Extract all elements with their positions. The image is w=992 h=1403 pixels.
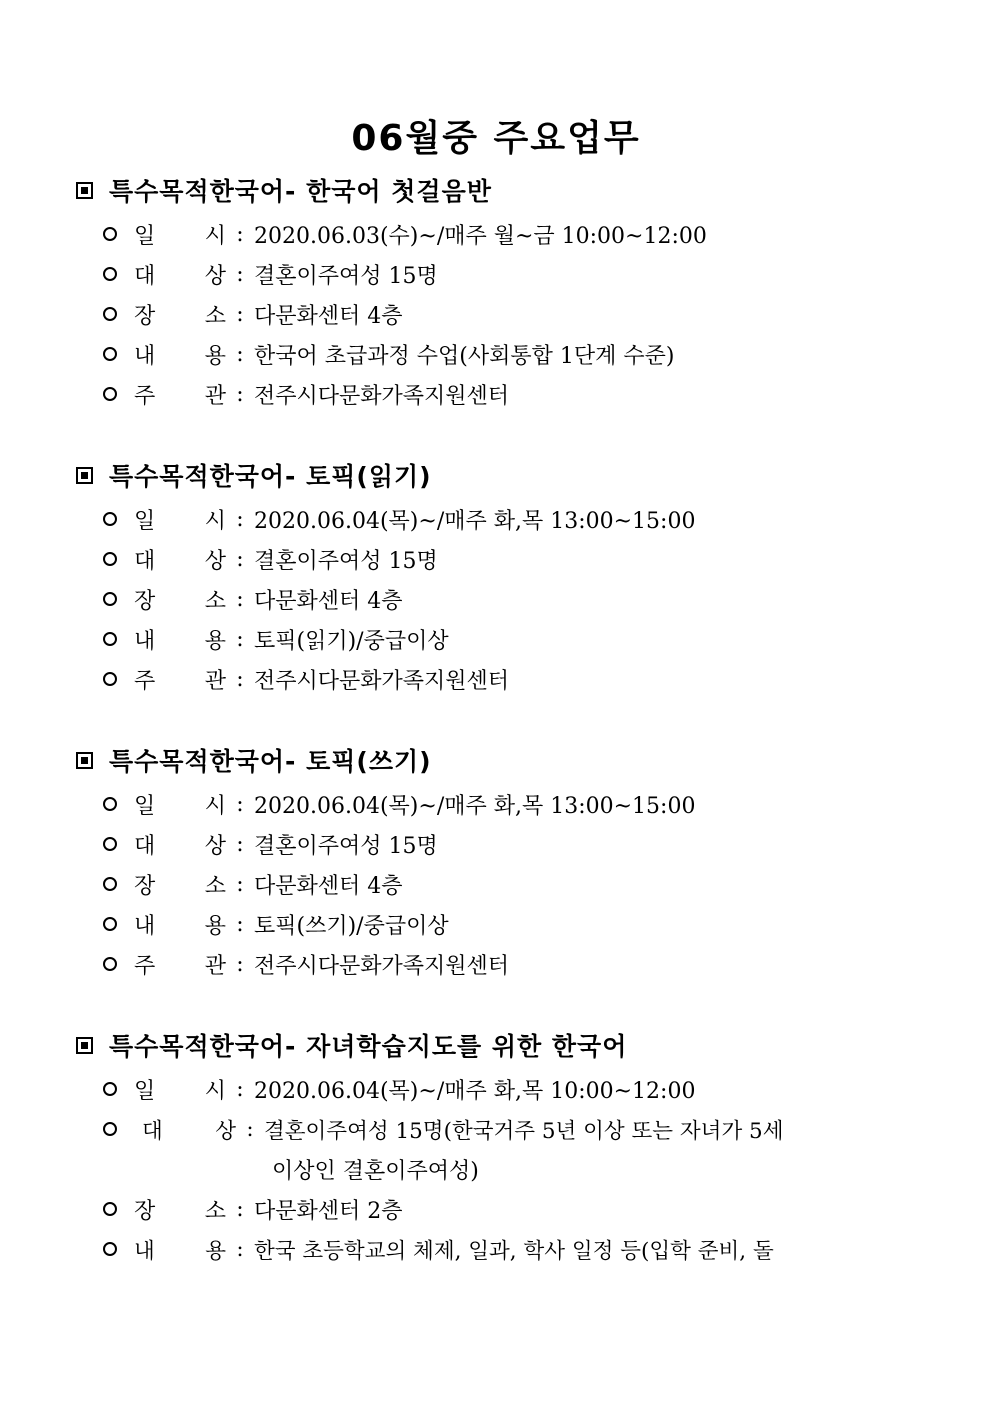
list-item: 대 상 : 결혼이주여성 15명(한국거주 5년 이상 또는 자녀가 5세	[103, 1112, 784, 1146]
section-heading-text: 특수목적한국어- 한국어 첫걸음반	[109, 177, 492, 206]
section-heading-text: 특수목적한국어- 자녀학습지도를 위한 한국어	[109, 1032, 628, 1061]
list-item: 대 상 : 결혼이주여성 15명	[103, 542, 438, 576]
circle-bullet-icon	[103, 1242, 117, 1256]
item-value: 결혼이주여성 15명	[254, 263, 438, 289]
item-value: 다문화센터 2층	[254, 1198, 403, 1224]
circle-bullet-icon	[103, 267, 117, 281]
circle-bullet-icon	[103, 672, 117, 686]
section-heading-text: 특수목적한국어- 토픽(읽기)	[109, 462, 432, 491]
item-value: 다문화센터 4층	[254, 873, 403, 899]
item-value: 전주시다문화가족지원센터	[254, 668, 510, 694]
item-value: 2020.06.04(목)~/매주 화,목 13:00~15:00	[254, 508, 696, 534]
item-value: 토픽(읽기)/중급이상	[254, 628, 449, 654]
list-item: 내 용 : 토픽(쓰기)/중급이상	[103, 907, 449, 941]
list-item: 내 용 : 한국 초등학교의 체제, 일과, 학사 일정 등(입학 준비, 돌	[103, 1232, 774, 1266]
circle-bullet-icon	[103, 307, 117, 321]
circle-bullet-icon	[103, 837, 117, 851]
filled-square-icon	[76, 1037, 93, 1054]
section-heading	[76, 740, 432, 780]
list-item: 일 시 : 2020.06.04(목)~/매주 화,목 10:00~12:00	[103, 1072, 695, 1106]
circle-bullet-icon	[103, 877, 117, 891]
circle-bullet-icon	[103, 387, 117, 401]
list-item: 장 소 : 다문화센터 4층	[103, 582, 403, 616]
list-item: 내 용 : 한국어 초급과정 수업(사회통합 1단계 수준)	[103, 337, 674, 371]
circle-bullet-icon	[103, 347, 117, 361]
list-item: 주 관 : 전주시다문화가족지원센터	[103, 947, 509, 981]
list-item: 장 소 : 다문화센터 4층	[103, 867, 403, 901]
item-value: 결혼이주여성 15명	[254, 548, 438, 574]
section-heading	[76, 170, 492, 210]
circle-bullet-icon	[103, 957, 117, 971]
circle-bullet-icon	[103, 227, 117, 241]
item-value: 결혼이주여성 15명(한국거주 5년 이상 또는 자녀가 5세	[264, 1118, 784, 1144]
circle-bullet-icon	[103, 632, 117, 646]
list-item: 대 상 : 결혼이주여성 15명	[103, 827, 438, 861]
section-heading	[76, 1025, 627, 1065]
circle-bullet-icon	[103, 552, 117, 566]
item-value: 결혼이주여성 15명	[254, 833, 438, 859]
item-value: 다문화센터 4층	[254, 588, 403, 614]
filled-square-icon	[76, 752, 93, 769]
circle-bullet-icon	[103, 592, 117, 606]
item-value: 전주시다문화가족지원센터	[254, 953, 510, 979]
item-value: 다문화센터 4층	[254, 303, 403, 329]
list-item: 주 관 : 전주시다문화가족지원센터	[103, 662, 509, 696]
list-item: 일 시 : 2020.06.03(수)~/매주 월~금 10:00~12:00	[103, 217, 707, 251]
item-value-continued: 이상인 결혼이주여성)	[272, 1158, 479, 1184]
item-value: 토픽(쓰기)/중급이상	[254, 913, 449, 939]
list-item: 내 용 : 토픽(읽기)/중급이상	[103, 622, 449, 656]
section-heading-text: 특수목적한국어- 토픽(쓰기)	[109, 747, 432, 776]
item-value: 전주시다문화가족지원센터	[254, 383, 510, 409]
page-title: 06월중 주요업무	[351, 118, 641, 159]
item-value: 2020.06.03(수)~/매주 월~금 10:00~12:00	[254, 223, 707, 249]
filled-square-icon	[76, 182, 93, 199]
item-value: 2020.06.04(목)~/매주 화,목 13:00~15:00	[254, 793, 696, 819]
item-value: 한국어 초급과정 수업(사회통합 1단계 수준)	[254, 343, 675, 369]
section-heading	[76, 455, 432, 495]
list-item: 주 관 : 전주시다문화가족지원센터	[103, 377, 509, 411]
list-item: 일 시 : 2020.06.04(목)~/매주 화,목 13:00~15:00	[103, 787, 695, 821]
circle-bullet-icon	[103, 1202, 117, 1216]
item-value: 2020.06.04(목)~/매주 화,목 10:00~12:00	[254, 1078, 696, 1104]
circle-bullet-icon	[103, 1082, 117, 1096]
circle-bullet-icon	[103, 512, 117, 526]
list-item: 장 소 : 다문화센터 2층	[103, 1192, 403, 1226]
circle-bullet-icon	[103, 797, 117, 811]
circle-bullet-icon	[103, 917, 117, 931]
circle-bullet-icon	[103, 1122, 117, 1136]
item-value: 한국 초등학교의 체제, 일과, 학사 일정 등(입학 준비, 돌	[254, 1238, 774, 1264]
list-item: 대 상 : 결혼이주여성 15명	[103, 257, 438, 291]
filled-square-icon	[76, 467, 93, 484]
list-item: 장 소 : 다문화센터 4층	[103, 297, 403, 331]
list-item: 일 시 : 2020.06.04(목)~/매주 화,목 13:00~15:00	[103, 502, 695, 536]
